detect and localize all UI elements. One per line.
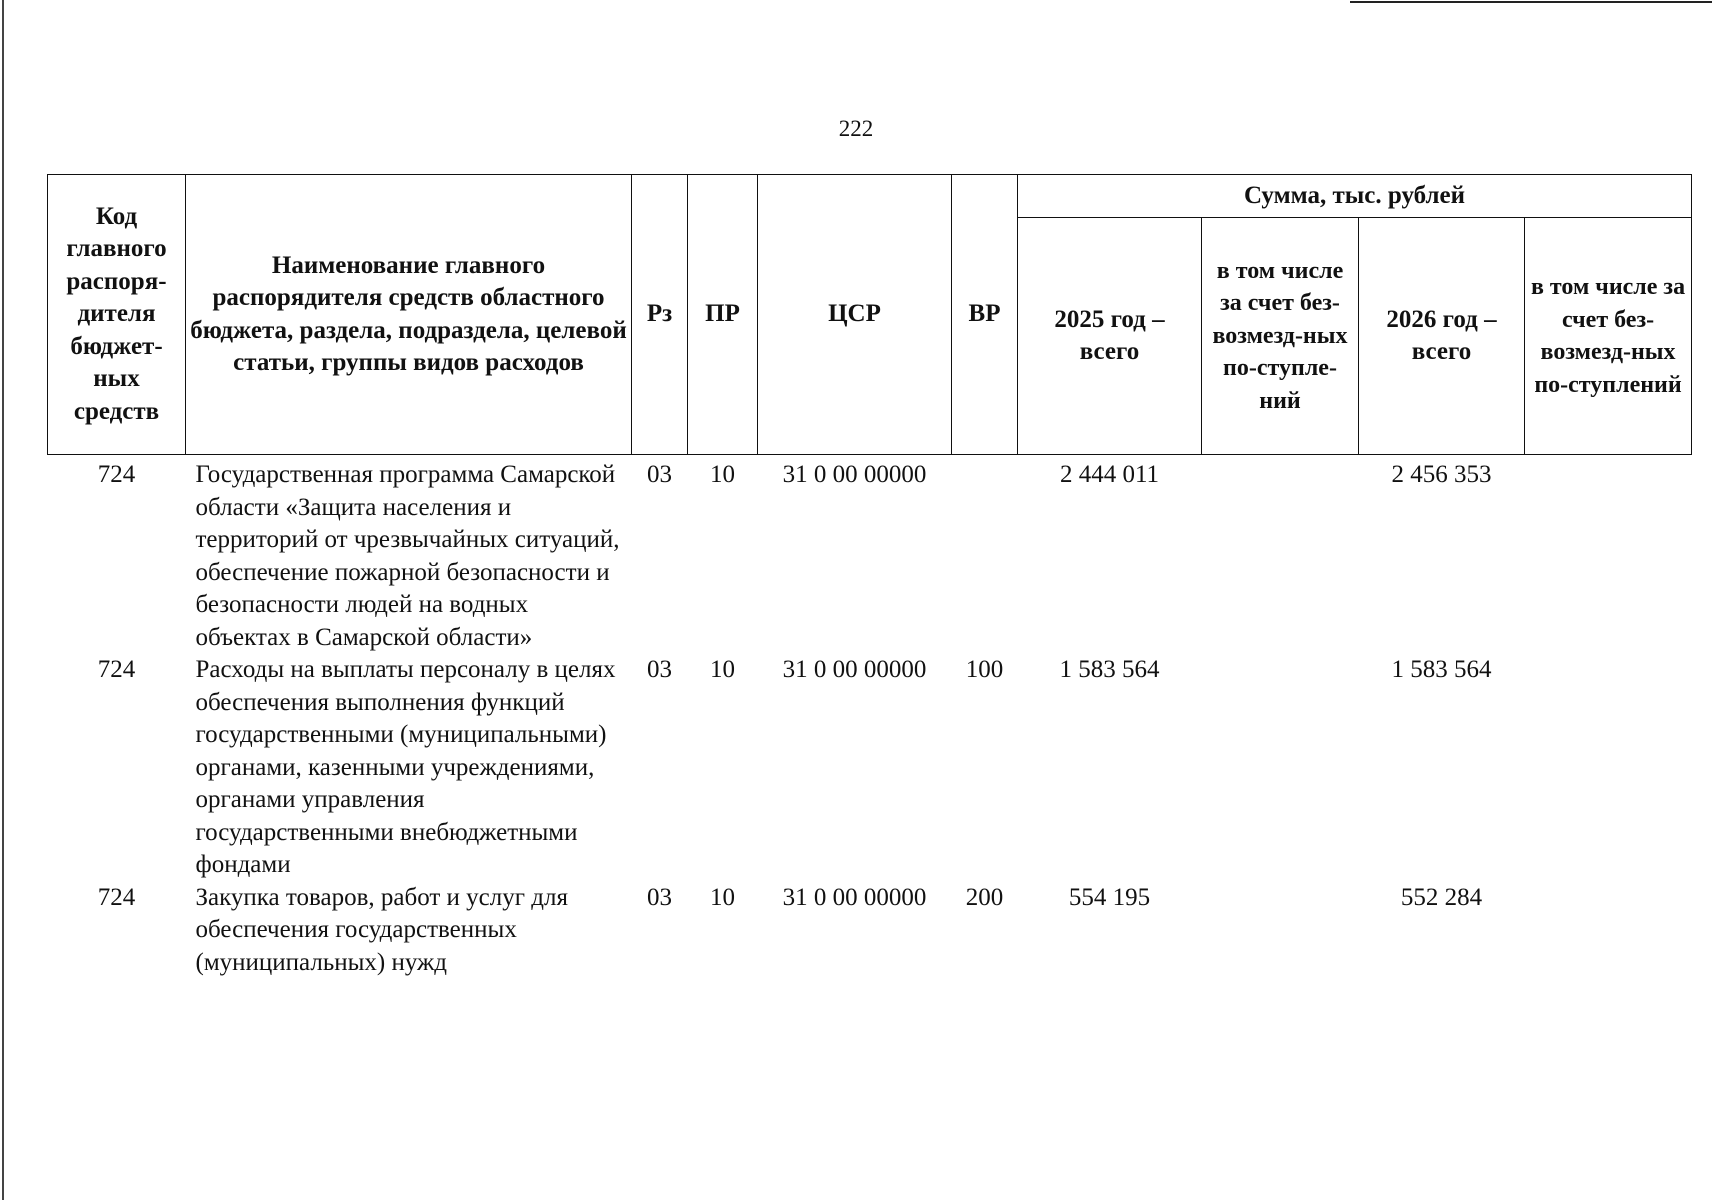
header-pr: ПР: [688, 175, 758, 455]
header-sum-title: Сумма, тыс. рублей: [1018, 175, 1692, 218]
row-pr: 10: [710, 883, 735, 911]
row-pr: 10: [710, 656, 735, 683]
budget-table-container: [47, 174, 1691, 979]
page-number: 222: [838, 116, 874, 141]
row-vr: [952, 455, 1018, 655]
row-sum-2025: 1 583 564: [1059, 656, 1160, 683]
row-grants-2026: [1525, 882, 1692, 980]
row-grants-2026: [1525, 654, 1692, 882]
row-rz: 03: [647, 656, 672, 683]
header-2026-total: 2026 год – всего: [1359, 218, 1525, 455]
row-sum-2025: 554 195: [1068, 883, 1151, 911]
row-name: Расходы на выплаты персоналу в целях обеспечения выполнения функций государственными (муниципальными) органами, казенными учреждениями, органами управления государственными внебюджетными фондами: [195, 656, 616, 878]
table-row: [48, 455, 1692, 655]
header-row-top: [48, 175, 1692, 218]
row-csr: 31 0 00 00000: [782, 656, 927, 683]
header-2025-grants: в том числе за счет без-возмезд-ных по-ступле-ний: [1202, 218, 1359, 455]
budget-table: [47, 174, 1692, 979]
row-sum-2025: 2 444 011: [1059, 461, 1160, 488]
table-header: [48, 175, 1692, 455]
row-pr: 10: [710, 461, 735, 488]
row-sum-2026: 1 583 564: [1391, 656, 1492, 683]
row-rz: 03: [647, 461, 672, 488]
row-sum-2026: 552 284: [1400, 883, 1483, 911]
table-row: [48, 882, 1692, 980]
row-vr: 200: [965, 883, 1004, 911]
header-code: Код главного распоря-дителя бюджет-ных средств: [48, 175, 186, 455]
row-grants-2025: [1202, 882, 1359, 980]
header-name: Наименование главного распорядителя средств областного бюджета, раздела, подраздела, целевой статьи, группы видов расходов: [186, 175, 632, 455]
row-grants-2025: [1202, 455, 1359, 655]
row-csr: 31 0 00 00000: [782, 883, 927, 911]
header-2026-grants: в том числе за счет без-возмезд-ных по-ступлений: [1525, 218, 1692, 455]
header-csr: ЦСР: [758, 175, 952, 455]
table-body: [48, 455, 1692, 980]
row-name: Государственная программа Самарской области «Защита населения и территорий от чрезвычайных ситуаций, обеспечение пожарной безопасности и безопасности людей на водных объектах в Самарской области»: [195, 461, 620, 651]
header-2025-total: 2025 год – всего: [1018, 218, 1202, 455]
header-vr: ВР: [952, 175, 1018, 455]
row-code: 724: [97, 883, 136, 911]
row-name: Закупка товаров, работ и услуг для обеспечения государственных (муниципальных) нужд: [195, 883, 568, 976]
row-grants-2025: [1202, 654, 1359, 882]
table-row: [48, 654, 1692, 882]
scan-edge-top: [1350, 1, 1712, 3]
row-csr: 31 0 00 00000: [782, 461, 927, 488]
row-sum-2026: 2 456 353: [1391, 461, 1492, 488]
scan-edge-left: [2, 0, 4, 1200]
row-vr: 100: [965, 656, 1004, 683]
row-code: 724: [97, 461, 136, 488]
row-grants-2026: [1525, 455, 1692, 655]
row-code: 724: [97, 656, 136, 683]
row-rz: 03: [647, 883, 672, 911]
header-rz: Рз: [632, 175, 688, 455]
